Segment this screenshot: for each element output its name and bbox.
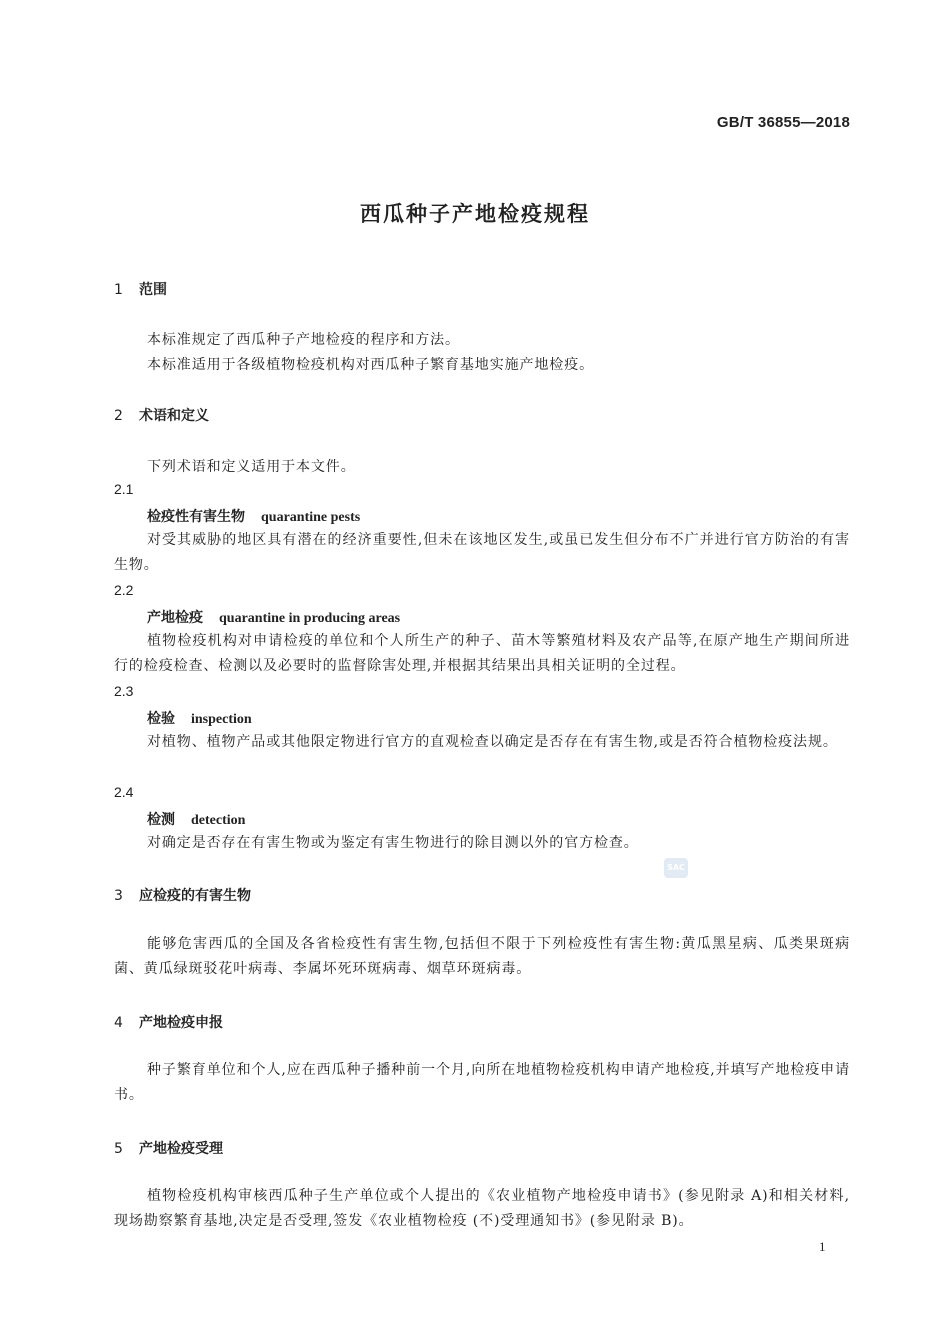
section-title: 产地检疫申报	[139, 1015, 223, 1031]
section-number: 2	[114, 408, 123, 424]
term-heading	[147, 607, 400, 627]
section-number: 5	[114, 1141, 123, 1157]
term-english: quarantine in producing areas	[219, 611, 401, 626]
section-3-paragraph: 能够危害西瓜的全国及各省检疫性有害生物,包括但不限于下列检疫性有害生物:黄瓜黑星病、瓜类果斑病菌、黄瓜绿斑驳花叶病毒、李属坏死环斑病毒、烟草环斑病毒。	[114, 936, 850, 977]
sac-watermark-logo: SAC	[664, 858, 688, 878]
section-1-paragraph-2: 本标准适用于各级植物检疫机构对西瓜种子繁育基地实施产地检疫。	[147, 357, 594, 373]
term-english: inspection	[191, 712, 252, 727]
section-1-paragraph-1: 本标准规定了西瓜种子产地检疫的程序和方法。	[147, 332, 460, 348]
term-heading	[147, 809, 245, 829]
section-3-heading	[114, 885, 251, 905]
section-1-heading	[114, 279, 167, 299]
term-english: quarantine pests	[261, 510, 361, 525]
term-english: detection	[191, 813, 246, 828]
standard-number: GB/T 36855—2018	[716, 114, 850, 131]
term-definition: 对受其威胁的地区具有潜在的经济重要性,但未在该地区发生,或虽已发生但分布不广并进行官方防治的有害生物。	[114, 532, 850, 573]
term-definition: 对植物、植物产品或其他限定物进行官方的直观检查以确定是否存在有害生物,或是否符合植物检疫法规。	[147, 734, 838, 750]
section-title: 产地检疫受理	[139, 1141, 223, 1157]
section-2-heading	[114, 405, 209, 425]
term-number: 2.2	[114, 582, 134, 598]
term-chinese: 检测	[147, 812, 175, 828]
term-chinese: 产地检疫	[147, 610, 203, 626]
term-chinese: 检验	[147, 711, 175, 727]
term-number: 2.4	[114, 784, 134, 800]
section-number: 3	[114, 888, 123, 904]
term-number: 2.3	[114, 683, 134, 699]
section-5-paragraph: 植物检疫机构审核西瓜种子生产单位或个人提出的《农业植物产地检疫申请书》(参见附录 A)和相关材料,现场勘察繁育基地,决定是否受理,签发《农业植物检疫 (不)受理通知书》(参见附录 B)。	[114, 1188, 850, 1229]
term-heading	[147, 506, 360, 526]
section-title: 应检疫的有害生物	[139, 888, 251, 904]
term-heading	[147, 708, 252, 728]
section-5-heading	[114, 1138, 223, 1158]
section-2-intro: 下列术语和定义适用于本文件。	[147, 459, 356, 475]
term-definition: 植物检疫机构对申请检疫的单位和个人所生产的种子、苗木等繁殖材料及农产品等,在原产地生产期间所进行的检疫检查、检测以及必要时的监督除害处理,并根据其结果出具相关证明的全过程。	[114, 633, 850, 674]
section-title: 术语和定义	[139, 408, 209, 424]
document-title: 西瓜种子产地检疫规程	[360, 202, 590, 226]
section-4-heading	[114, 1012, 223, 1032]
section-title: 范围	[139, 282, 167, 298]
section-4-paragraph: 种子繁育单位和个人,应在西瓜种子播种前一个月,向所在地植物检疫机构申请产地检疫,并填写产地检疫申请书。	[114, 1062, 850, 1103]
section-number: 1	[114, 282, 123, 298]
term-definition: 对确定是否存在有害生物或为鉴定有害生物进行的除目测以外的官方检查。	[147, 835, 639, 851]
term-number: 2.1	[114, 481, 134, 497]
section-number: 4	[114, 1015, 123, 1031]
term-chinese: 检疫性有害生物	[147, 509, 245, 525]
page-number: 1	[819, 1239, 826, 1254]
